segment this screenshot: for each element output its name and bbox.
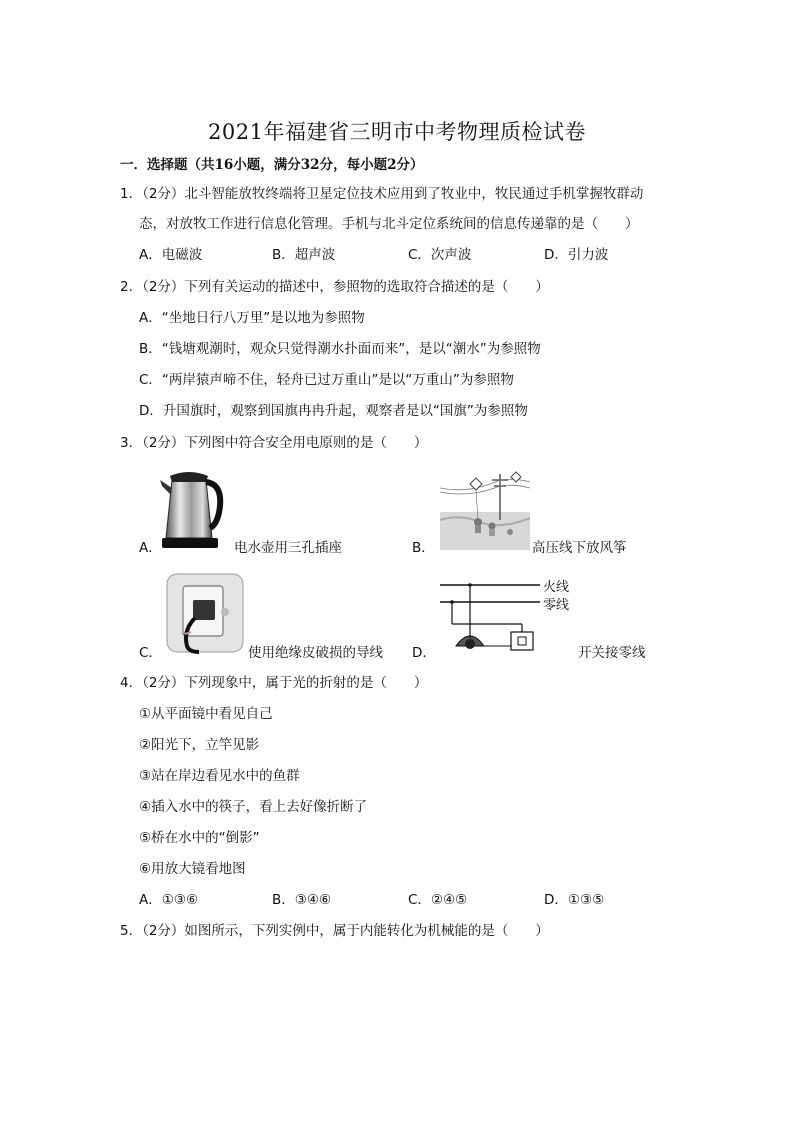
q3-option-d-letter: D． — [412, 645, 436, 661]
kite-under-power-lines-image — [440, 470, 530, 550]
q1-option-c: C．次声波 — [408, 247, 472, 263]
q3-option-a-letter: A． — [139, 540, 162, 556]
q3-option-d-caption: 开关接零线 — [578, 645, 646, 661]
electric-kettle-image — [158, 466, 224, 552]
q3-option-b-caption: 高压线下放风筝 — [532, 540, 627, 556]
q2-option-b: B．“钱塘观潮时，观众只觉得潮水扑面而来”，是以“潮水”为参照物 — [139, 341, 541, 357]
q1-option-b: B．超声波 — [272, 247, 336, 263]
q4-item-3: ③站在岸边看见水中的鱼群 — [139, 768, 300, 784]
q1-stem-line1: 1．（2分）北斗智能放牧终端将卫星定位技术应用到了牧业中，牧民通过手机掌握牧群动 — [120, 186, 644, 202]
q3-option-c-letter: C． — [139, 645, 162, 661]
q2-option-a: A．“坐地日行八万里”是以地为参照物 — [139, 310, 365, 326]
section-heading: 一．选择题（共16小题，满分32分，每小题2分） — [120, 157, 424, 173]
q4-item-4: ④插入水中的筷子，看上去好像折断了 — [139, 799, 368, 815]
q2-stem: 2．（2分）下列有关运动的描述中，参照物的选取符合描述的是（ ） — [120, 279, 549, 295]
q4-option-d: D．①③⑤ — [544, 892, 605, 908]
switch-on-neutral-circuit-image — [440, 576, 540, 654]
q2-option-c: C．“两岸猿声啼不住，轻舟已过万重山”是以“万重山”为参照物 — [139, 372, 514, 388]
q3-stem: 3．（2分）下列图中符合安全用电原则的是（ ） — [120, 435, 428, 451]
q4-option-b: B．③④⑥ — [272, 892, 332, 908]
q1-option-a: A．电磁波 — [139, 247, 203, 263]
page-title: 2021年福建省三明市中考物理质检试卷 — [208, 120, 586, 144]
q4-item-5: ⑤桥在水中的“倒影” — [139, 830, 260, 846]
q4-option-c: C．②④⑤ — [408, 892, 468, 908]
q3-option-b-letter: B． — [412, 540, 435, 556]
q4-item-2: ②阳光下，立竿见影 — [139, 737, 260, 753]
q4-stem: 4．（2分）下列现象中，属于光的折射的是（ ） — [120, 675, 428, 691]
q4-option-a: A．①③⑥ — [139, 892, 199, 908]
damaged-wire-socket-image — [165, 572, 245, 654]
q3-option-d-fire-wire-label: 火线 — [543, 580, 570, 595]
q3-option-c-caption: 使用绝缘皮破损的导线 — [248, 645, 383, 661]
q4-item-1: ①从平面镜中看见自己 — [139, 706, 273, 722]
q3-option-a-caption: 电水壶用三孔插座 — [234, 540, 342, 556]
q5-stem: 5．（2分）如图所示，下列实例中，属于内能转化为机械能的是（ ） — [120, 923, 549, 939]
q2-option-d: D．升国旗时，观察到国旗冉冉升起，观察者是以“国旗”为参照物 — [139, 403, 528, 419]
q3-option-d-neutral-wire-label: 零线 — [543, 598, 570, 613]
q1-stem-line2: 态，对放牧工作进行信息化管理。手机与北斗定位系统间的信息传递靠的是（ ） — [139, 216, 639, 232]
q1-option-d: D．引力波 — [544, 247, 609, 263]
q4-item-6: ⑥用放大镜看地图 — [139, 861, 246, 877]
